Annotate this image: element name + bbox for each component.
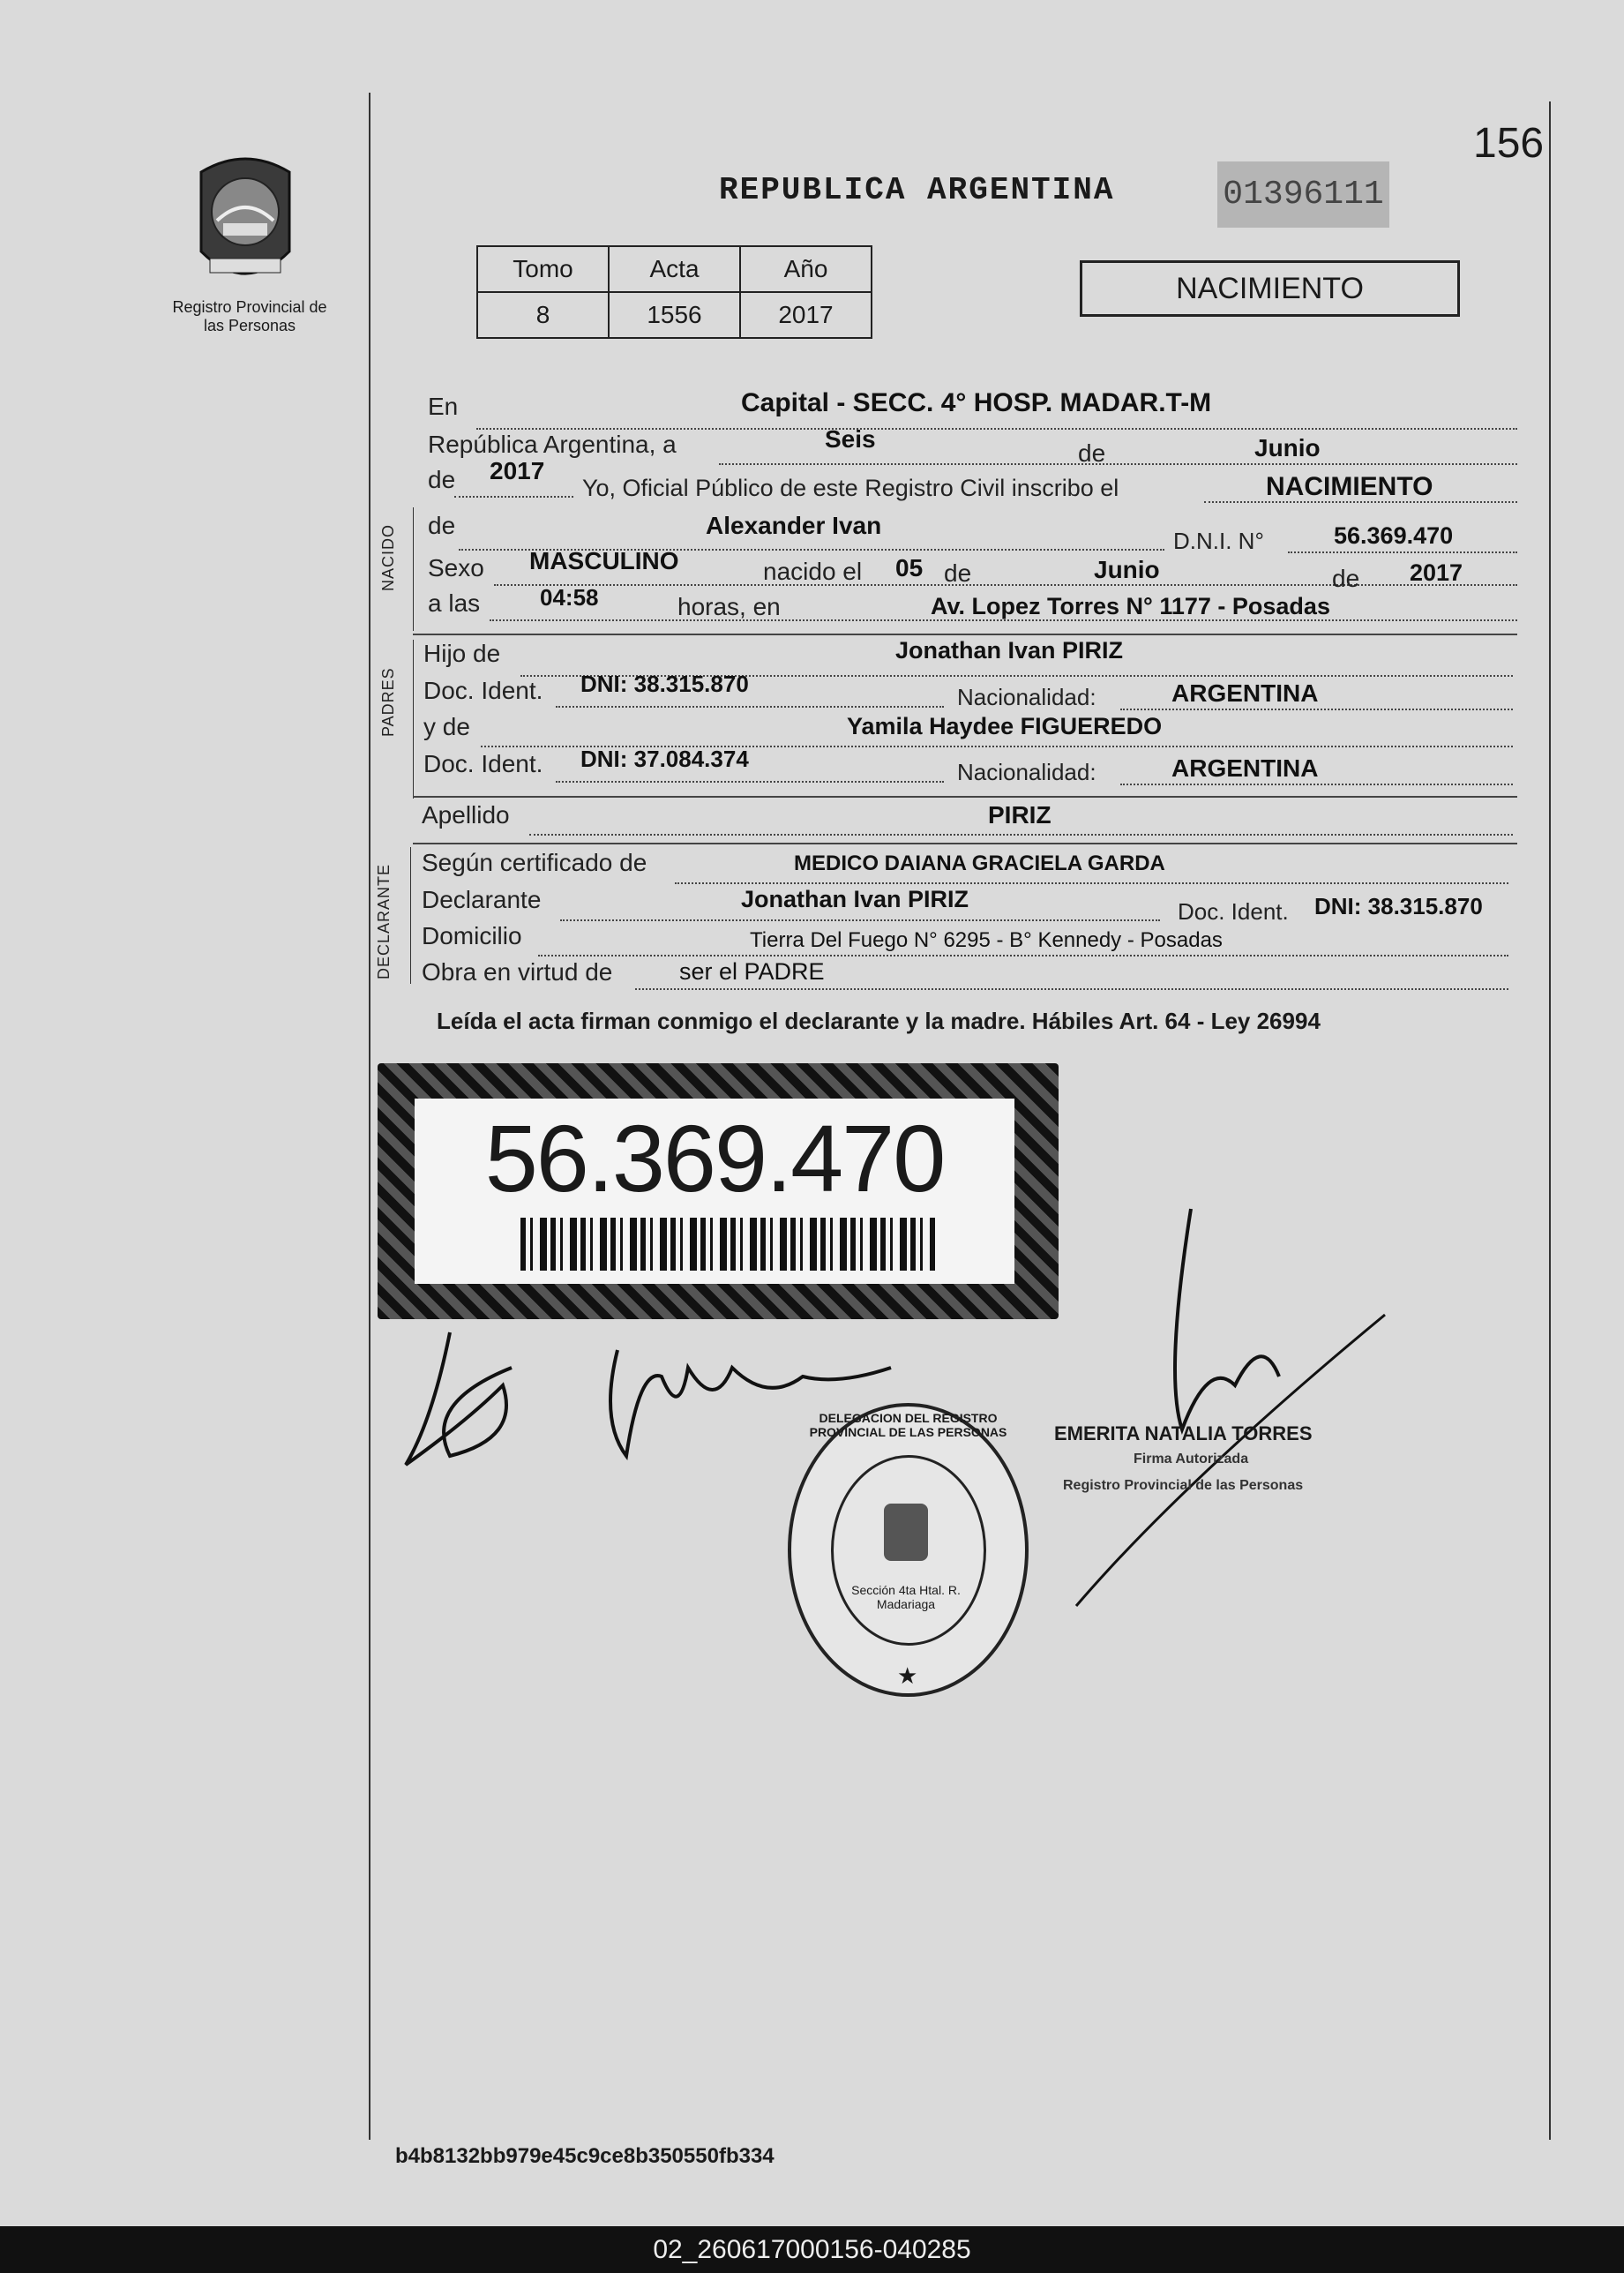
dotted-line [1120, 709, 1513, 710]
obra-label: Obra en virtud de [422, 958, 613, 986]
father-name: Jonathan Ivan PIRIZ [895, 637, 1124, 664]
mother-nationality: ARGENTINA [1171, 754, 1319, 782]
bottom-file-id: 02_260617000156-040285 [0, 2226, 1624, 2273]
hijo-label: Hijo de [423, 640, 501, 667]
section-separator [413, 634, 1517, 635]
year-value: 2017 [490, 457, 545, 484]
registry-label: Registro Provincial de las Personas [172, 298, 327, 334]
mother-doc: DNI: 37.084.374 [580, 746, 749, 772]
act-type-value: NACIMIENTO [1266, 472, 1433, 501]
dotted-line [494, 584, 1517, 586]
dotted-line [454, 496, 573, 498]
dotted-line [1288, 551, 1517, 553]
declarante-label: Declarante [422, 886, 542, 913]
dotted-line [556, 781, 944, 783]
domicilio-label: Domicilio [422, 922, 522, 949]
page-number: 156 [1473, 120, 1545, 167]
horas-label: horas, en [677, 593, 781, 620]
dotted-line [538, 955, 1508, 956]
official-signature [1059, 1200, 1394, 1624]
republica-label: República Argentina, a [428, 431, 677, 458]
father-doc: DNI: 38.315.870 [580, 671, 749, 697]
dni-sticker [378, 1063, 1059, 1319]
anio-header: Año [740, 246, 872, 292]
de-label: de [1078, 439, 1106, 467]
nacido-el-label: nacido el [763, 558, 863, 585]
sexo-value: MASCULINO [529, 547, 679, 574]
apellido-value: PIRIZ [988, 801, 1051, 829]
dotted-line [1120, 784, 1513, 785]
section-divider [413, 640, 414, 799]
official-name: EMERITA NATALIA TORRES [1054, 1422, 1313, 1444]
birth-time: 04:58 [540, 584, 599, 611]
country-title: REPUBLICA ARGENTINA [719, 172, 1115, 208]
section-separator [413, 796, 1517, 798]
padres-section-label: PADRES [379, 667, 397, 737]
apellido-label: Apellido [422, 801, 510, 829]
child-dni: 56.369.470 [1334, 522, 1454, 549]
stamp-ring-text: DELEGACION DEL REGISTRO PROVINCIAL DE LAS PERSONAS [809, 1411, 1007, 1439]
birth-day: 05 [895, 554, 924, 581]
official-office: Registro Provincial de las Personas [1063, 1478, 1304, 1493]
declarante-value: Jonathan Ivan PIRIZ [741, 886, 969, 912]
birth-year: 2017 [1410, 559, 1463, 586]
de-label: de [428, 512, 456, 539]
document-type-box: NACIMIENTO [1080, 260, 1460, 317]
domicilio-value: Tierra Del Fuego N° 6295 - B° Kennedy - Posadas [750, 928, 1223, 952]
serial-number: 01396111 [1217, 161, 1389, 228]
cert-label: Según certificado de [422, 849, 647, 876]
section-separator [413, 843, 1517, 844]
de-label: de [1332, 565, 1360, 592]
right-margin-line [1549, 101, 1551, 2140]
dotted-line [675, 882, 1508, 884]
dotted-line [560, 919, 1160, 921]
dni-label: D.N.I. N° [1173, 528, 1264, 554]
left-margin-line [369, 93, 370, 2140]
tomo-header: Tomo [477, 246, 609, 292]
doc-ident-label: Doc. Ident. [1178, 898, 1289, 925]
sexo-label: Sexo [428, 554, 484, 581]
acta-value: 1556 [609, 292, 740, 338]
obra-value: ser el PADRE [679, 958, 825, 985]
anio-value: 2017 [740, 292, 872, 338]
dni-sticker-number: 56.369.470 [484, 1105, 945, 1212]
de-label: de [944, 559, 972, 587]
dotted-line [556, 706, 944, 708]
section-divider [410, 847, 411, 984]
stamp-emblem-icon [884, 1504, 928, 1561]
place-value: Capital - SECC. 4° HOSP. MADAR.T-M [741, 388, 1212, 417]
section-divider [413, 507, 414, 631]
footer-hash: b4b8132bb979e45c9ce8b350550fb334 [395, 2144, 775, 2168]
child-name: Alexander Ivan [706, 512, 882, 539]
declarante-section-label: DECLARANTE [375, 863, 393, 979]
nacido-section-label: NACIDO [379, 523, 397, 591]
tomo-acta-table [476, 245, 872, 339]
nacionalidad-label: Nacionalidad: [957, 684, 1096, 710]
dotted-line [719, 463, 1517, 465]
de2-label: de [428, 466, 456, 493]
birth-month: Junio [1094, 556, 1160, 583]
delegation-stamp [788, 1403, 1029, 1697]
doc-label: Doc. Ident. [423, 750, 543, 777]
en-label: En [428, 393, 459, 420]
tomo-value: 8 [477, 292, 609, 338]
yde-label: y de [423, 713, 470, 740]
day-value: Seis [825, 425, 876, 453]
star-icon: ★ [897, 1662, 918, 1689]
father-nationality: ARGENTINA [1171, 679, 1319, 707]
dotted-line [476, 428, 1517, 430]
dotted-line [529, 834, 1513, 836]
month-value: Junio [1254, 434, 1321, 461]
closing-statement: Leída el acta firman conmigo el declarante y la madre. Hábiles Art. 64 - Ley 26994 [437, 1008, 1321, 1034]
cert-value: MEDICO DAIANA GRACIELA GARDA [794, 851, 1165, 875]
birth-address: Av. Lopez Torres N° 1177 - Posadas [931, 593, 1330, 619]
barcode [520, 1218, 935, 1271]
official-role: Firma Autorizada [1134, 1452, 1249, 1467]
registry-seal [183, 146, 307, 291]
dni-sticker-label [415, 1099, 1014, 1284]
dotted-line [635, 988, 1508, 990]
yo-text: Yo, Oficial Público de este Registro Civil inscribo el [582, 475, 1119, 501]
nacionalidad-label: Nacionalidad: [957, 759, 1096, 785]
doc-label: Doc. Ident. [423, 677, 543, 704]
mother-name: Yamila Haydee FIGUEREDO [847, 713, 1163, 739]
alas-label: a las [428, 589, 481, 617]
stamp-inner-text: Sección 4ta Htal. R. Madariaga [851, 1583, 961, 1611]
acta-header: Acta [609, 246, 740, 292]
declarante-doc: DNI: 38.315.870 [1314, 893, 1483, 919]
seal-icon [183, 146, 307, 291]
